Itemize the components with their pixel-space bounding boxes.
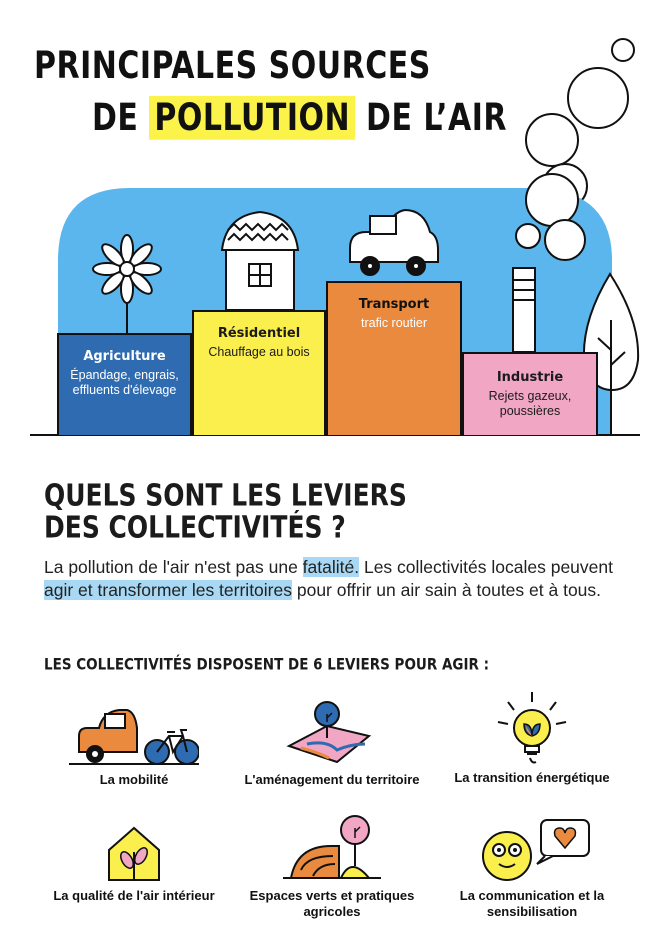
car-bike-icon — [69, 700, 199, 768]
pollution-sources-scene — [0, 150, 668, 450]
source-block-agriculture — [57, 333, 192, 435]
intro-highlight: agir et transformer les territoires — [44, 580, 292, 600]
field-tree-icon — [277, 812, 387, 884]
source-name: Industrie — [496, 370, 564, 385]
levers-heading: LES COLLECTIVITÉS DISPOSENT DE 6 LEVIERS POUR AGIR : — [44, 655, 490, 675]
main-title-line-2 — [92, 96, 507, 140]
house-plant-icon — [99, 822, 169, 884]
lever-transition — [432, 690, 632, 786]
lever-label: La qualité de l'air intérieur — [53, 888, 215, 903]
source-name: Transport — [358, 297, 430, 312]
lever-air-interieur — [34, 822, 234, 904]
lever-communication — [432, 816, 632, 920]
lever-label: Espaces verts et pratiques agricoles — [249, 888, 415, 919]
source-block-industrie — [462, 352, 598, 435]
title-highlight: POLLUTION — [149, 96, 355, 140]
intro-text: La pollution de l'air n'est pas une — [44, 557, 303, 577]
source-desc: Chauffage au bois — [208, 345, 310, 359]
lever-label: La transition énergétique — [454, 770, 610, 785]
main-title-line-1: PRINCIPALES SOURCES — [34, 44, 431, 88]
tree-map-icon — [277, 700, 387, 768]
source-block-transport — [326, 281, 462, 435]
intro-paragraph — [44, 556, 634, 602]
lever-mobilite — [34, 700, 234, 788]
intro-text: pour offrir un air sain à toutes et à tous. — [292, 580, 602, 600]
intro-text: Les collectivités locales peuvent — [359, 557, 613, 577]
lever-label: La communication et la sensibilisation — [459, 888, 605, 919]
lever-label: La mobilité — [99, 772, 169, 787]
smiley-heart-icon — [467, 816, 597, 884]
source-desc: Épandage, engrais, effluents d'élevage — [70, 368, 179, 397]
lever-amenagement — [232, 700, 432, 788]
source-desc: Rejets gazeux, poussières — [488, 389, 572, 418]
source-name: Résidentiel — [217, 326, 301, 341]
source-name: Agriculture — [83, 349, 166, 364]
source-block-residentiel — [192, 310, 326, 435]
title-suffix: DE L’AIR — [355, 96, 507, 140]
source-desc: trafic routier — [361, 316, 427, 330]
intro-highlight: fatalité. — [302, 557, 360, 577]
lever-label: L'aménagement du territoire — [244, 772, 420, 787]
lever-espaces-verts — [232, 812, 432, 920]
title-prefix: DE — [92, 96, 150, 140]
question-title-line-2: DES COLLECTIVITÉS ? — [44, 510, 346, 545]
lightbulb-icon — [482, 690, 582, 766]
question-title-line-1: QUELS SONT LES LEVIERS — [44, 478, 407, 513]
